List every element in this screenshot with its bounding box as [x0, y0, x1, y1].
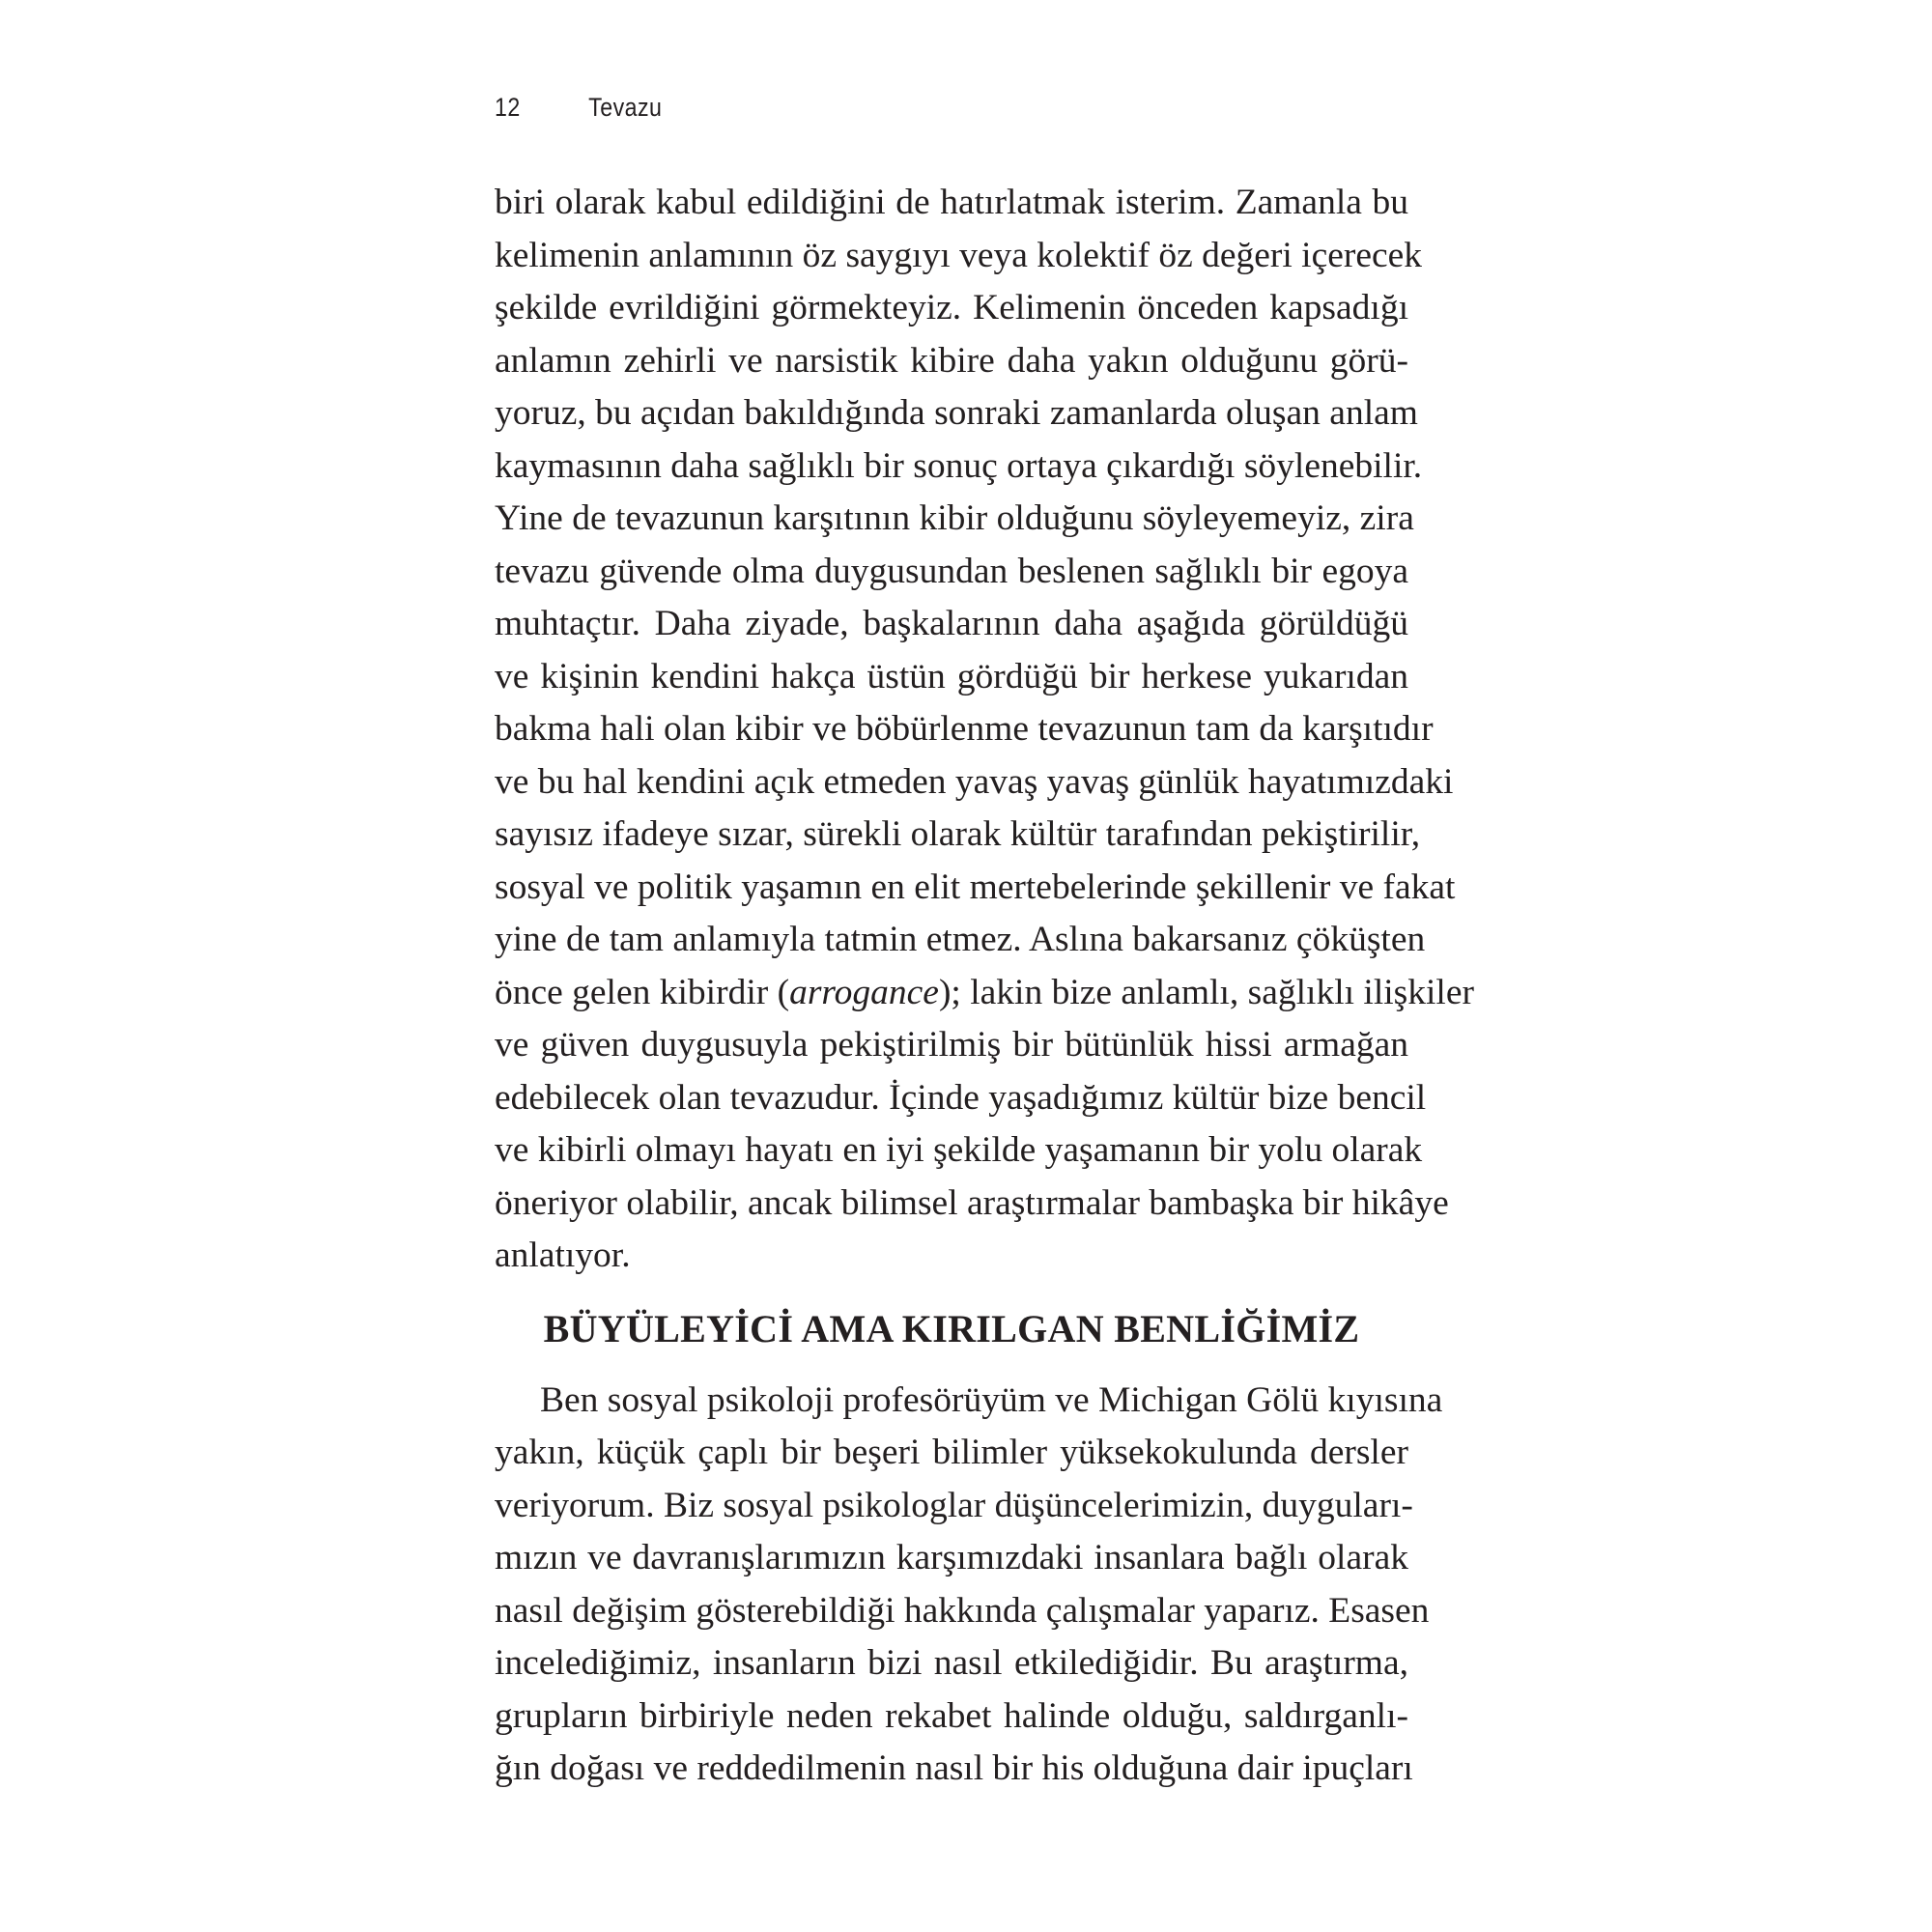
text-line: yoruz, bu açıdan bakıldığında sonraki zamanlarda oluşan anlam — [495, 393, 1418, 433]
text-line: öneriyor olabilir, ancak bilimsel araştırmalar bambaşka bir hikâye — [495, 1182, 1449, 1223]
text-line: Yine de tevazunun karşıtının kibir olduğunu söyleyemeyiz, zira — [495, 498, 1414, 538]
text-line: kaymasının daha sağlıklı bir sonuç ortaya çıkardığı söylenebilir. — [495, 445, 1423, 486]
text-line: veriyorum. Biz sosyal psikologlar düşüncelerimizin, duyguları- — [495, 1485, 1413, 1525]
running-title: Tevazu — [588, 93, 663, 122]
text-line: ve bu hal kendini açık etmeden yavaş yavaş günlük hayatımızdaki — [495, 761, 1454, 802]
text-line: yine de tam anlamıyla tatmin etmez. Aslına bakarsanız çöküşten — [495, 920, 1426, 959]
text-line-with-italic — [495, 967, 1474, 1020]
text-line: tevazu güvende olma duygusundan beslenen sağlıklı bir egoya — [495, 551, 1408, 591]
paragraph-1 — [495, 177, 1474, 1283]
text-line: ve kibirli olmayı hayatı en iyi şekilde yaşamanın bir yolu olarak — [495, 1130, 1423, 1170]
text-line: biri olarak kabul edildiğini de hatırlatmak isterim. Zamanla bu — [495, 183, 1408, 222]
text-line: grupların birbiriyle neden rekabet halinde olduğu, saldırganlı- — [495, 1695, 1408, 1736]
page-number: 12 — [495, 93, 521, 122]
body-text — [495, 177, 1474, 1796]
text-line: sayısız ifadeye sızar, sürekli olarak kültür tarafından pekiştirilir, — [495, 814, 1421, 854]
text-line: kelimenin anlamının öz saygıyı veya kolektif öz değeri içerecek — [495, 235, 1423, 275]
text-line: anlatıyor. — [495, 1236, 631, 1275]
text-line: yakın, küçük çaplı bir beşeri bilimler yüksekokulunda dersler — [495, 1433, 1408, 1472]
paragraph-2 — [495, 1375, 1443, 1796]
text-line: incelediğimiz, insanların bizi nasıl etkilediğidir. Bu araştırma, — [495, 1643, 1408, 1683]
text-line: ğın doğası ve reddedilmenin nasıl bir his olduğuna dair ipuçları — [495, 1748, 1413, 1788]
text-line: nasıl değişim gösterebildiği hakkında çalışmalar yaparız. Esasen — [495, 1590, 1430, 1631]
text-line: şekilde evrildiğini görmekteyiz. Kelimenin önceden kapsadığı — [495, 288, 1408, 327]
section-heading: BÜYÜLEYİCİ AMA KIRILGAN BENLİĞİMİZ — [543, 1306, 1360, 1350]
text-line: mızın ve davranışlarımızın karşımızdaki insanlara bağlı olarak — [495, 1538, 1408, 1577]
text-line: ve güven duygusuyla pekiştirilmiş bir bütünlük hissi armağan — [495, 1025, 1408, 1065]
text-line: sosyal ve politik yaşamın en elit mertebelerinde şekillenir ve fakat — [495, 867, 1456, 907]
text-line: Ben sosyal psikoloji profesörüyüm ve Michigan Gölü kıyısına — [540, 1379, 1443, 1420]
running-header — [495, 93, 662, 131]
italic-term: arrogance — [789, 972, 939, 1012]
text-line: edebilecek olan tevazudur. İçinde yaşadığımız kültür bize bencil — [495, 1077, 1427, 1118]
text-line: muhtaçtır. Daha ziyade, başkalarının daha aşağıda görüldüğü — [495, 604, 1408, 643]
text-line: ve kişinin kendini hakça üstün gördüğü bir herkese yukarıdan — [495, 656, 1408, 696]
text-line: bakma hali olan kibir ve böbürlenme tevazunun tam da karşıtıdır — [495, 709, 1434, 749]
text-segment: önce gelen kibirdir ( — [495, 972, 790, 1012]
spacer — [495, 1283, 1408, 1303]
text-segment: ); lakin bize anlamlı, sağlıklı ilişkiler — [938, 972, 1474, 1012]
text-line: anlamın zehirli ve narsistik kibire daha yakın olduğunu görü- — [495, 340, 1408, 381]
